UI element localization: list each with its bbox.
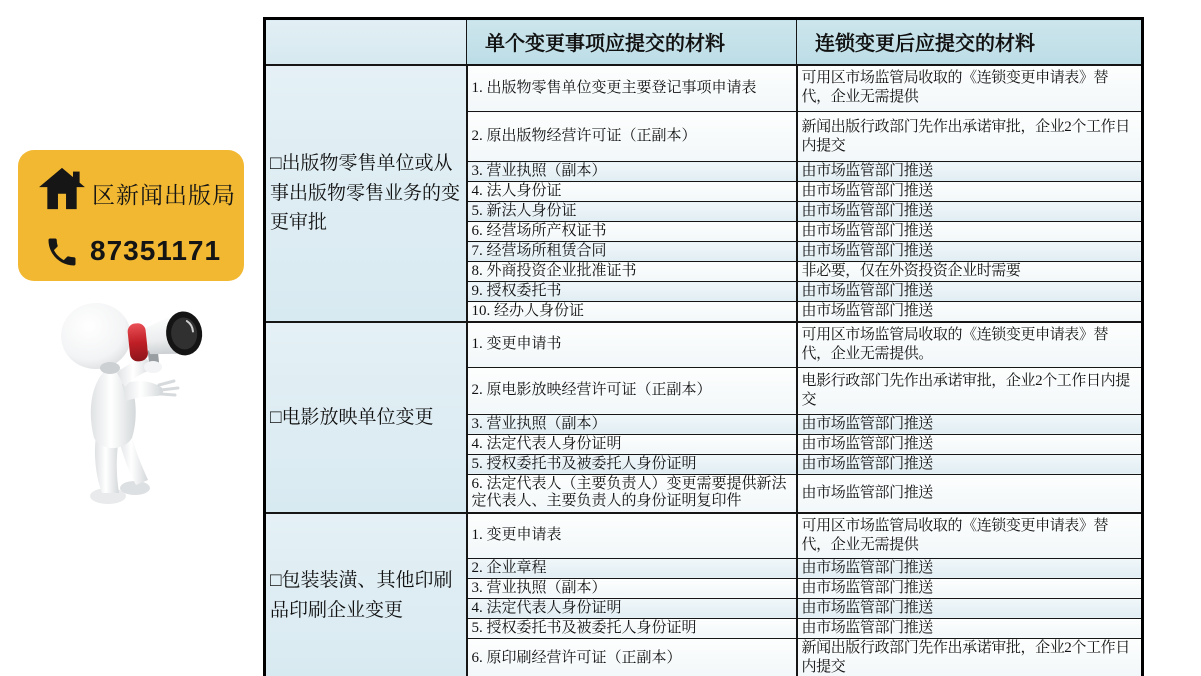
header-empty-cell	[265, 19, 467, 65]
material-item-cell: 2. 企业章程	[467, 558, 797, 578]
material-item-cell: 1. 出版物零售单位变更主要登记事项申请表	[467, 65, 797, 112]
chain-change-note-cell: 新闻出版行政部门先作出承诺审批，企业2个工作日内提交	[797, 638, 1143, 676]
chain-change-note-cell: 由市场监管部门推送	[797, 222, 1143, 242]
chain-change-note-cell: 由市场监管部门推送	[797, 202, 1143, 222]
category-cell: □包装装潢、其他印刷品印刷企业变更	[265, 513, 467, 676]
category-cell: □电影放映单位变更	[265, 322, 467, 513]
table-row	[265, 322, 1143, 367]
material-item-cell: 9. 授权委托书	[467, 282, 797, 302]
material-item-cell: 2. 原出版物经营许可证（正副本）	[467, 112, 797, 162]
chain-change-note-cell: 可用区市场监管局收取的《连锁变更申请表》替代，企业无需提供。	[797, 322, 1143, 367]
materials-table	[263, 17, 1144, 676]
agency-name: 区新闻出版局	[92, 183, 236, 208]
header-chain-change-materials: 连锁变更后应提交的材料	[797, 19, 1143, 65]
material-item-cell: 3. 营业执照（副本）	[467, 578, 797, 598]
chain-change-note-cell: 由市场监管部门推送	[797, 282, 1143, 302]
material-item-cell: 10. 经办人身份证	[467, 302, 797, 323]
material-item-cell: 6. 法定代表人（主要负责人）变更需要提供新法定代表人、主要负责人的身份证明复印件	[467, 474, 797, 513]
chain-change-note-cell: 由市场监管部门推送	[797, 598, 1143, 618]
phone-number: 87351171	[90, 235, 222, 266]
material-item-cell: 2. 原电影放映经营许可证（正副本）	[467, 367, 797, 414]
material-item-cell: 3. 营业执照（副本）	[467, 414, 797, 434]
material-item-cell: 7. 经营场所租赁合同	[467, 242, 797, 262]
chain-change-note-cell: 可用区市场监管局收取的《连锁变更申请表》替代，企业无需提供	[797, 65, 1143, 112]
chain-change-note-cell: 由市场监管部门推送	[797, 414, 1143, 434]
chain-change-note-cell: 由市场监管部门推送	[797, 454, 1143, 474]
material-item-cell: 5. 授权委托书及被委托人身份证明	[467, 454, 797, 474]
table-row	[265, 513, 1143, 558]
chain-change-note-cell: 由市场监管部门推送	[797, 618, 1143, 638]
material-item-cell: 4. 法定代表人身份证明	[467, 434, 797, 454]
header-row	[265, 19, 1143, 65]
material-item-cell: 1. 变更申请表	[467, 513, 797, 558]
chain-change-note-cell: 非必要，仅在外资投资企业时需要	[797, 262, 1143, 282]
phone-icon	[44, 234, 80, 270]
figure-with-megaphone-illustration	[30, 288, 260, 588]
chain-change-note-cell: 由市场监管部门推送	[797, 242, 1143, 262]
category-cell: □出版物零售单位或从事出版物零售业务的变更审批	[265, 65, 467, 323]
header-single-change-materials: 单个变更事项应提交的材料	[467, 19, 797, 65]
chain-change-note-cell: 由市场监管部门推送	[797, 578, 1143, 598]
material-item-cell: 4. 法定代表人身份证明	[467, 598, 797, 618]
material-item-cell: 8. 外商投资企业批准证书	[467, 262, 797, 282]
material-item-cell: 1. 变更申请书	[467, 322, 797, 367]
chain-change-note-cell: 电影行政部门先作出承诺审批，企业2个工作日内提交	[797, 367, 1143, 414]
chain-change-note-cell: 由市场监管部门推送	[797, 558, 1143, 578]
chain-change-note-cell: 由市场监管部门推送	[797, 474, 1143, 513]
material-item-cell: 6. 原印刷经营许可证（正副本）	[467, 638, 797, 676]
material-item-cell: 3. 营业执照（副本）	[467, 162, 797, 182]
table-row	[265, 65, 1143, 112]
chain-change-note-cell: 由市场监管部门推送	[797, 302, 1143, 323]
material-item-cell: 4. 法人身份证	[467, 182, 797, 202]
chain-change-note-cell: 新闻出版行政部门先作出承诺审批，企业2个工作日内提交	[797, 112, 1143, 162]
material-item-cell: 5. 新法人身份证	[467, 202, 797, 222]
material-item-cell: 6. 经营场所产权证书	[467, 222, 797, 242]
chain-change-note-cell: 可用区市场监管局收取的《连锁变更申请表》替代，企业无需提供	[797, 513, 1143, 558]
chain-change-note-cell: 由市场监管部门推送	[797, 162, 1143, 182]
material-item-cell: 5. 授权委托书及被委托人身份证明	[467, 618, 797, 638]
chain-change-note-cell: 由市场监管部门推送	[797, 434, 1143, 454]
contact-card	[18, 150, 244, 281]
home-icon	[38, 167, 86, 211]
chain-change-note-cell: 由市场监管部门推送	[797, 182, 1143, 202]
